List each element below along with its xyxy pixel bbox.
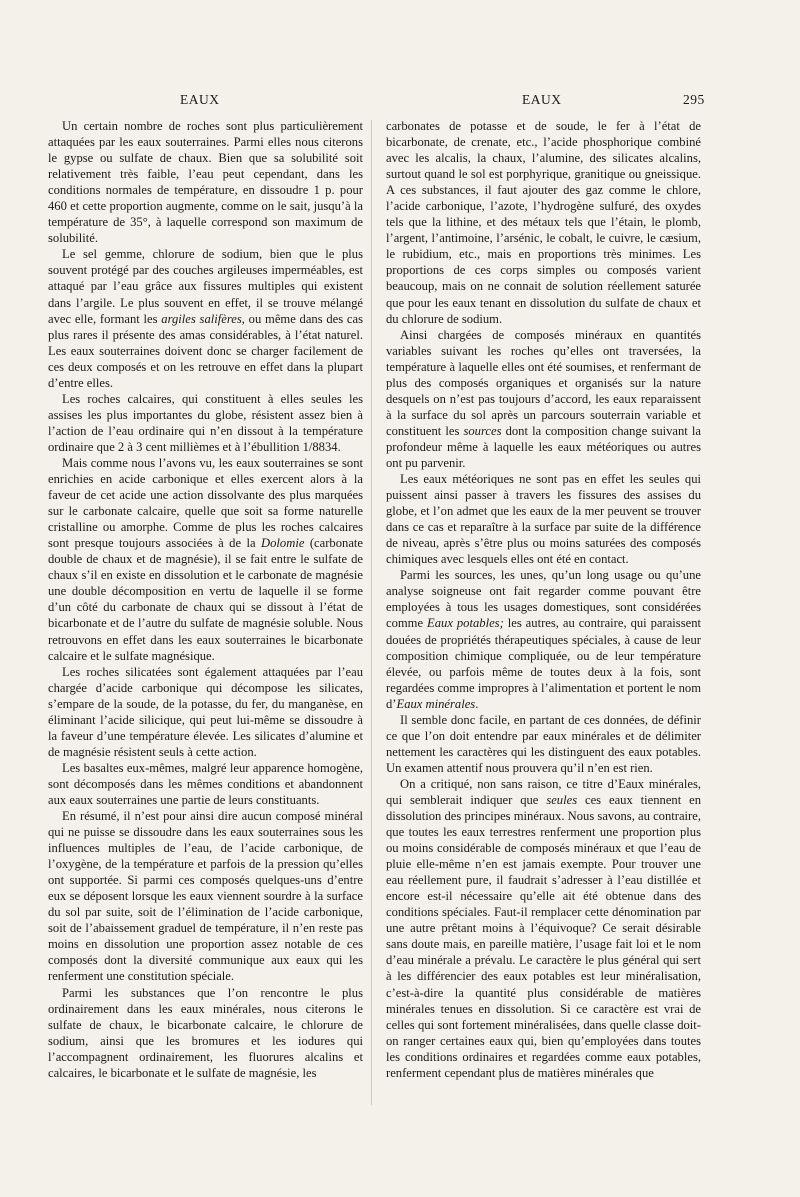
- paragraph: Les eaux météoriques ne sont pas en effet les seules qui puissent ainsi passer à travers les fissures des assises du globe, et l’on admet que les eaux de la mer peuvent se trouver dans ce cas et reparaître à la surface par suite de la différence de niveau, après s’être plus ou moins saturées des composés chimiques avec lesquels elles ont été en contact.: [386, 472, 701, 567]
- paragraph: Ainsi chargées de composés minéraux en quantités variables suivant les roches qu’elles ont traversées, la température à laquelle elles ont été soumises, et renfermant de plus des composés organiques et organisés sur la nature desquels on n’est pas toujours d’accord, les eaux reparaissent à la surface du sol après un parcours souterrain variable et constituent les sources dont la composition change suivant la profondeur même à laquelle les eaux météoriques ou autres ont pu parvenir.: [386, 327, 701, 470]
- emphasis: sources: [463, 423, 502, 438]
- emphasis: Eaux minérales: [396, 696, 476, 711]
- paragraph: Les roches calcaires, qui constituent à elles seules les assises les plus importantes du globe, résistent assez bien à l’action de l’eau ordinaire qui n’en dissout à la température ordinaire que 2 à 3 cent millièmes et à l’ébullition 1/8834.: [48, 391, 363, 454]
- header-right-title: EAUX: [522, 92, 562, 107]
- paragraph: Il semble donc facile, en partant de ces données, de définir ce que l’on doit entendre par eaux minérales et de délimiter nettement les caractères qui les distinguent des eaux potables. Un examen attentif nous prouvera qu’il n’en est rien.: [386, 712, 701, 775]
- paragraph: Mais comme nous l’avons vu, les eaux souterraines se sont enrichies en acide carbonique et elles exercent alors à la faveur de cet acide une action dissolvante des plus marquées sur le carbonate calcaire, quelle que soit sa forme naturelle cristalline ou amorphe. Comme de plus les roches calcaires sont presque toujours associées à de la Dolomie (carbonate double de chaux et de magnésie), il se fait entre le sulfate de chaux s’il en existe en dissolution et le carbonate de magnésie une double décomposition en vertu de laquelle il se forme d’un côté du carbonate de chaux qui se dissout à l’état de bicarbonate et de l’autre du sulfate de magnésie soluble. Nous retrouvons en effet dans les eaux souterraines le bicarbonate calcaire et le sulfate magnésique.: [48, 455, 363, 663]
- right-column: [386, 118, 701, 1081]
- paragraph: En résumé, il n’est pour ainsi dire aucun composé minéral qui ne puisse se dissoudre dans les eaux souterraines sous les influences multiples de l’eau, de l’acide carbonique, de l’oxygène, de la température et parfois de la pression qu’elles ont supportée. Si parmi ces composés quelques-uns d’entre eux se déposent lorsque les eaux viennent sourdre à la surface du sol par suite, soit de l’élimination de l’acide carbonique, soit de l’abaissement graduel de température, il n’en reste pas moins en dissolution une proportion assez notable de ces composés dont la diversité communique aux eaux qui les renferment une constitution spéciale.: [48, 809, 363, 984]
- emphasis: Dolomie: [261, 536, 305, 551]
- running-header: [0, 92, 800, 112]
- paragraph: carbonates de potasse et de soude, le fer à l’état de bicarbonate, de crenate, etc., l’acide phosphorique combiné avec les alcalis, la chaux, l’alumine, des silicates alcalins, surtout quand le sol est porphyrique, granitique ou gneissique. A ces substances, il faut ajouter des gaz comme le chlore, l’acide carbonique, l’azote, l’hydrogène sulfuré, des oxydes tels que la lithine, et des métaux tels que l’étain, le plomb, l’argent, l’antimoine, l’arsénic, le cobalt, le cuivre, le cæsium, le rubidium, etc., mais en proportions très minimes. Les proportions de ces corps simples ou composés varient beaucoup, mais on ne connait de solution réellement saturée que pour les eaux tenant en dissolution du sulfate de chaux et du chlorure de sodium.: [386, 119, 701, 326]
- paragraph: Les basaltes eux-mêmes, malgré leur apparence homogène, sont décomposés dans les mêmes conditions et abandonnent aux eaux souterraines une partie de leurs constituants.: [48, 760, 363, 807]
- paragraph: Un certain nombre de roches sont plus particulièrement attaquées par les eaux souterraines. Parmi elles nous citerons le gypse ou sulfate de chaux. Bien que sa solubilité soit relativement très faible, l’eau peut cependant, dans les conditions normales de température, en dissoudre 1 p. pour 460 et cette proportion augmente, comme on le sait, jusqu’à la température de 35°, à laquelle correspond son maximum de solubilité.: [48, 119, 363, 246]
- paragraph: Parmi les substances que l’on rencontre le plus ordinairement dans les eaux minérales, nous citerons le sulfate de chaux, le bicarbonate calcaire, le chlorure de sodium, ainsi que les bromures et les iodures qui l’accompagnent ordinairement, les fluorures alcalins et calcaires, le bicarbonate et le sulfate de magnésie, les: [48, 985, 363, 1080]
- emphasis: seules: [546, 792, 578, 807]
- column-divider: [371, 120, 372, 1105]
- page-number: 295: [683, 92, 705, 107]
- left-column: [48, 118, 363, 1081]
- emphasis: Eaux potables;: [427, 616, 504, 631]
- emphasis: argiles salifères: [161, 311, 242, 326]
- paragraph: On a critiqué, non sans raison, ce titre d’Eaux minérales, qui semblerait indiquer que seules ces eaux tiennent en dissolution des principes minéraux. Nous savons, au contraire, que toutes les eaux terrestres renferment une proportion plus ou moins considérable de composés minéraux et que l’eau de pluie elle-même n’en est jamais exempte. Pour trouver une eau réellement pure, il faudrait s’adresser à l’eau distillée et encore est-il nécessaire qu’elle ait été obtenue dans des conditions spéciales. Faut-il remplacer cette dénomination par une autre prêtant moins à l’équivoque? Ce serait désirable sans doute mais, en pareille matière, l’usage fait loi et le nom d’eau minérale a prévalu. Le caractère le plus général qui sert à les différencier des eaux potables est leur minéralisation, c’est-à-dire la quantité plus considérable de matières minérales tenues en dissolution. Si ce caractère est vrai de celles qui sont fortement minéralisées, dans quelle classe doit-on ranger certaines eaux qui, bien qu’employées dans toutes les conditions ordinaires et regardées comme eaux potables, renferment cependant plus de matières minérales que: [386, 776, 702, 1080]
- paragraph: Parmi les sources, les unes, qu’un long usage ou qu’une analyse soigneuse ont fait regarder comme pouvant être employées à tous les usages domestiques, sont considérées comme Eaux potables; les autres, au contraire, qui paraissent douées de propriétés thérapeutiques spéciales, à cause de leur composition chimique compliquée, ou de leur température élevée, ou parfois même de toutes deux à la fois, sont regardées comme impropres à l’alimentation et portent le nom d’Eaux minérales.: [386, 568, 701, 711]
- header-left-title: EAUX: [180, 92, 220, 107]
- paragraph: Les roches silicatées sont également attaquées par l’eau chargée d’acide carbonique qui décompose les silicates, s’empare de la soude, de la potasse, du fer, du manganèse, en éliminant l’acide silicique, qui peut lui-même se dissoudre à la faveur d’une température élevée. Les silicates d’alumine et de magnésie résistent seuls à cette action.: [48, 664, 363, 759]
- paragraph: Le sel gemme, chlorure de sodium, bien que le plus souvent protégé par des couches argileuses imperméables, est attaqué par l’eau grâce aux fissures multiples qui existent dans l’argile. Le plus souvent en effet, il se trouve mélangé avec elle, formant les argiles salifères, ou même dans des cas plus rares il présente des amas considérables, à l’état naturel. Les eaux souterraines doivent donc se charger facilement de ces deux composés et on les retrouve en effet dans la plupart d’entre elles.: [48, 247, 364, 390]
